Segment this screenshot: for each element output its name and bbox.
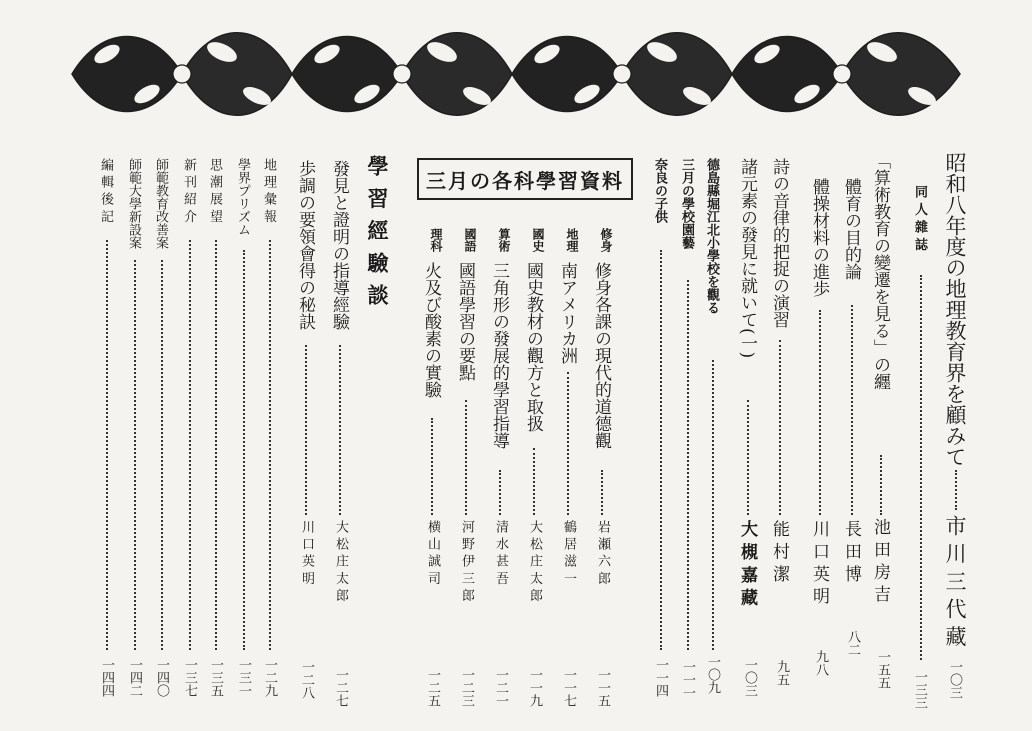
toc-page: 一三一 <box>236 658 251 697</box>
section-heading-march-materials: 三月の各科學習資料 <box>417 158 633 200</box>
dot-leader <box>687 280 689 650</box>
toc-author: 横 山 誠 司 <box>425 520 440 585</box>
dot-leader <box>660 250 662 650</box>
toc-title-editors-note: 編 輯 後 記 <box>98 158 113 223</box>
toc-title-thought-trends: 思 潮 展 望 <box>207 158 222 223</box>
subject-label: 算術 <box>497 228 511 252</box>
toc-author: 市 川 三 代 藏 <box>943 515 967 647</box>
toc-title-ethics: 修身各課の現代的道德觀 <box>591 262 611 449</box>
toc-author: 大 槻 嘉 藏 <box>737 520 757 606</box>
dot-leader <box>106 240 108 650</box>
dot-leader <box>712 360 714 650</box>
toc-page: 一一四 <box>653 658 668 697</box>
dot-leader <box>215 240 217 650</box>
toc-title-academic-prism: 學界プリズム <box>235 158 250 236</box>
toc-author: 大 松 庄 太 郎 <box>333 520 348 602</box>
toc-title-elements-discovery: 諸元素の發見に就いて(一) <box>737 158 757 359</box>
toc-author: 川 口 英 明 <box>809 520 829 605</box>
toc-title-tokushima-school: 德島縣堀江北小學校を觀る <box>704 158 719 314</box>
toc-page: 一一九 <box>527 668 542 707</box>
toc-title-japanese: 國語學習の要點 <box>455 262 475 381</box>
toc-page: 一〇九 <box>705 655 720 694</box>
dot-leader <box>851 305 853 515</box>
toc-page: 一五五 <box>875 650 890 689</box>
dot-leader <box>533 448 535 515</box>
toc-title-pace-secret: 歩調の要領會得の秘訣 <box>295 160 315 330</box>
toc-page: 一二七 <box>333 668 348 707</box>
toc-title-nara-children: 奈良の子供 <box>652 158 667 223</box>
subject-label: 國史 <box>531 228 545 252</box>
toc-author: 大 松 庄 太 郎 <box>527 520 542 602</box>
toc-page: 一四四 <box>99 658 114 697</box>
dot-leader <box>134 260 136 650</box>
toc-page: 一一七 <box>561 668 576 707</box>
dot-leader <box>305 345 307 515</box>
toc-author: 長 田 博 <box>841 520 861 582</box>
toc-title-school-garden: 三月の學校園藝 <box>679 158 694 249</box>
toc-title-poetry-rhythm: 詩の音律的把捉の演習 <box>769 158 789 328</box>
toc-author: 河 野 伊 三 郎 <box>459 520 474 602</box>
dot-leader <box>189 240 191 650</box>
toc-page: 一一一 <box>680 660 695 699</box>
dot-leader <box>499 470 501 515</box>
toc-author: 鶴 居 滋 一 <box>561 520 576 585</box>
dot-leader <box>880 455 882 515</box>
toc-title-fire-oxygen: 火及び酸素の實驗 <box>421 262 441 398</box>
toc-page: 一二八 <box>299 660 314 699</box>
toc-author: 能 村 潔 <box>769 520 789 582</box>
toc-page: 九五 <box>774 660 789 686</box>
toc-title-geo-bulletin: 地 理 彙 報 <box>261 158 276 223</box>
dot-leader <box>601 470 603 515</box>
toc-author: 川 口 英 明 <box>299 520 314 585</box>
section-heading-learning-experience: 學 習 經 驗 談 <box>365 155 389 308</box>
toc-page: 八二 <box>845 630 860 656</box>
dot-leader <box>567 372 569 515</box>
toc-page: 一二九 <box>262 658 277 697</box>
toc-title-discovery-proof: 發見と證明の指導經驗 <box>329 160 349 330</box>
toc-page: 一〇三 <box>742 658 757 697</box>
subject-label: 修身 <box>599 228 613 252</box>
toc-title-south-america: 南アメリカ洲 <box>557 262 577 364</box>
toc-page: 一四二 <box>127 658 142 697</box>
toc-page: 一二一 <box>493 668 508 707</box>
dot-leader <box>269 240 271 650</box>
dot-leader <box>955 470 957 510</box>
dot-leader <box>920 275 922 660</box>
subject-label: 地理 <box>565 228 579 252</box>
toc-author: 岩 瀬 六 郎 <box>595 520 610 585</box>
toc-page: 一三七 <box>182 658 197 697</box>
toc-page: 九八 <box>813 650 828 676</box>
toc-author: 池 田 房 吉 <box>870 518 890 603</box>
toc-title-history: 國史教材の觀方と取扱 <box>523 262 543 432</box>
toc-title-geography-review: 昭和八年度の地理教育界を顧みて <box>943 152 967 467</box>
dot-leader <box>161 260 163 650</box>
toc-page: 一二三 <box>459 668 474 707</box>
toc-page: 一〇三 <box>947 660 962 699</box>
ornamental-leaf-border <box>62 14 970 132</box>
toc-title-pe-purpose: 體育の目的論 <box>841 178 861 280</box>
toc-page: 一二五 <box>425 668 440 707</box>
toc-title-coterie-magazine: 同 人 雜 誌 <box>912 185 927 251</box>
subject-label: 理科 <box>429 228 443 252</box>
toc-author: 清 水 甚 吾 <box>493 520 508 585</box>
toc-title-normal-school-reform: 師範教育改善案 <box>153 158 168 249</box>
dot-leader <box>747 400 749 515</box>
dot-leader <box>243 250 245 650</box>
dot-leader <box>819 310 821 515</box>
toc-page: 一一五 <box>595 668 610 707</box>
dot-leader <box>431 418 433 515</box>
toc-title-arithmetic-history: 「算術教育の變遷を見る」の纒 <box>870 152 890 390</box>
subject-label: 國語 <box>463 228 477 252</box>
toc-page: 一四〇 <box>154 658 169 697</box>
dot-leader <box>339 345 341 515</box>
toc-page: 一三五 <box>208 658 223 697</box>
toc-title-triangle: 三角形の發展的學習指導 <box>489 262 509 449</box>
dot-leader <box>465 400 467 515</box>
toc-title-normal-university: 師範大學新設案 <box>126 158 141 249</box>
dot-leader <box>779 340 781 515</box>
toc-page: 一三三 <box>912 670 927 709</box>
toc-title-new-books: 新 刊 紹 介 <box>181 158 196 223</box>
toc-title-gymnastics: 體操材料の進歩 <box>809 178 829 297</box>
